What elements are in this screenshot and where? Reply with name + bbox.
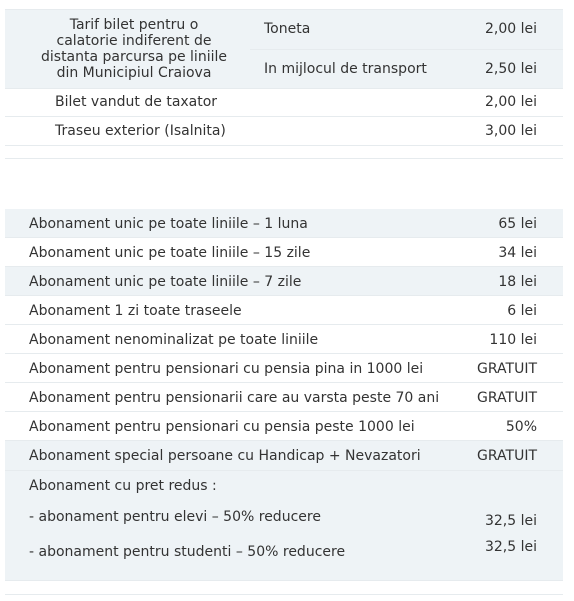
row-price: 6 lei <box>507 303 537 319</box>
row-label: Abonament pentru pensionari cu pensia peste 1000 lei <box>29 419 415 435</box>
table-row <box>5 238 563 267</box>
table-row <box>5 441 563 471</box>
table-row <box>5 412 563 441</box>
fare-label-line: din Municipiul Craiova <box>56 65 212 81</box>
table-row <box>5 354 563 383</box>
row-price: GRATUIT <box>477 390 537 406</box>
sub-row-divider <box>250 49 563 50</box>
fare-table-single-trip <box>5 9 563 159</box>
table-row <box>5 267 563 296</box>
row-label: Abonament special persoane cu Handicap + Nevazatori <box>29 448 421 464</box>
row-price: 34 lei <box>498 245 537 261</box>
table-row-empty <box>5 146 563 159</box>
reduced-item-price: 32,5 lei <box>484 539 537 555</box>
row-label: Abonament unic pe toate liniile – 1 luna <box>29 216 308 232</box>
row-label: Traseu exterior (Isalnita) <box>55 123 226 139</box>
reduced-price-block <box>5 471 563 581</box>
row-label: Bilet vandut de taxator <box>55 94 218 110</box>
fare-label-line: Tarif bilet pentru o <box>69 17 199 33</box>
row-price: 65 lei <box>498 216 537 232</box>
table-row <box>5 383 563 412</box>
fare-label-line: distanta parcursa pe liniile <box>41 49 227 65</box>
row-label: Abonament nenominalizat pe toate liniile <box>29 332 319 348</box>
single-trip-fare-block <box>5 10 563 89</box>
fare-label-line: calatorie indiferent de <box>56 33 212 49</box>
fare-option-label: Toneta <box>264 21 311 37</box>
single-trip-fare-label <box>25 17 243 81</box>
row-label: Abonament unic pe toate liniile – 15 zile <box>29 245 311 261</box>
reduced-price-title: Abonament cu pret redus : <box>29 478 217 494</box>
table-row <box>5 325 563 354</box>
fare-table-passes <box>5 209 563 601</box>
row-label: Abonament pentru pensionari cu pensia pina in 1000 lei <box>29 361 424 377</box>
table-row-empty <box>5 581 563 595</box>
fare-option-price: 2,50 lei <box>484 61 537 77</box>
fare-option-label: In mijlocul de transport <box>264 61 427 77</box>
row-price: 18 lei <box>498 274 537 290</box>
fare-option-price: 2,00 lei <box>484 21 537 37</box>
table-row <box>5 296 563 325</box>
row-price: 110 lei <box>489 332 537 348</box>
reduced-item-label: - abonament pentru studenti – 50% reducere <box>29 544 346 560</box>
row-price: GRATUIT <box>477 361 537 377</box>
row-label: Abonament unic pe toate liniile – 7 zile <box>29 274 302 290</box>
table-row <box>5 88 563 117</box>
row-price: 50% <box>505 419 537 435</box>
table-row <box>5 117 563 146</box>
table-row <box>5 209 563 238</box>
row-price: GRATUIT <box>477 448 537 464</box>
reduced-item-label: - abonament pentru elevi – 50% reducere <box>29 509 321 525</box>
reduced-item-price: 32,5 lei <box>484 513 537 529</box>
row-price: 3,00 lei <box>484 123 537 139</box>
row-price: 2,00 lei <box>484 94 537 110</box>
row-label: Abonament pentru pensionarii care au varsta peste 70 ani <box>29 390 440 406</box>
row-label: Abonament 1 zi toate traseele <box>29 303 242 319</box>
